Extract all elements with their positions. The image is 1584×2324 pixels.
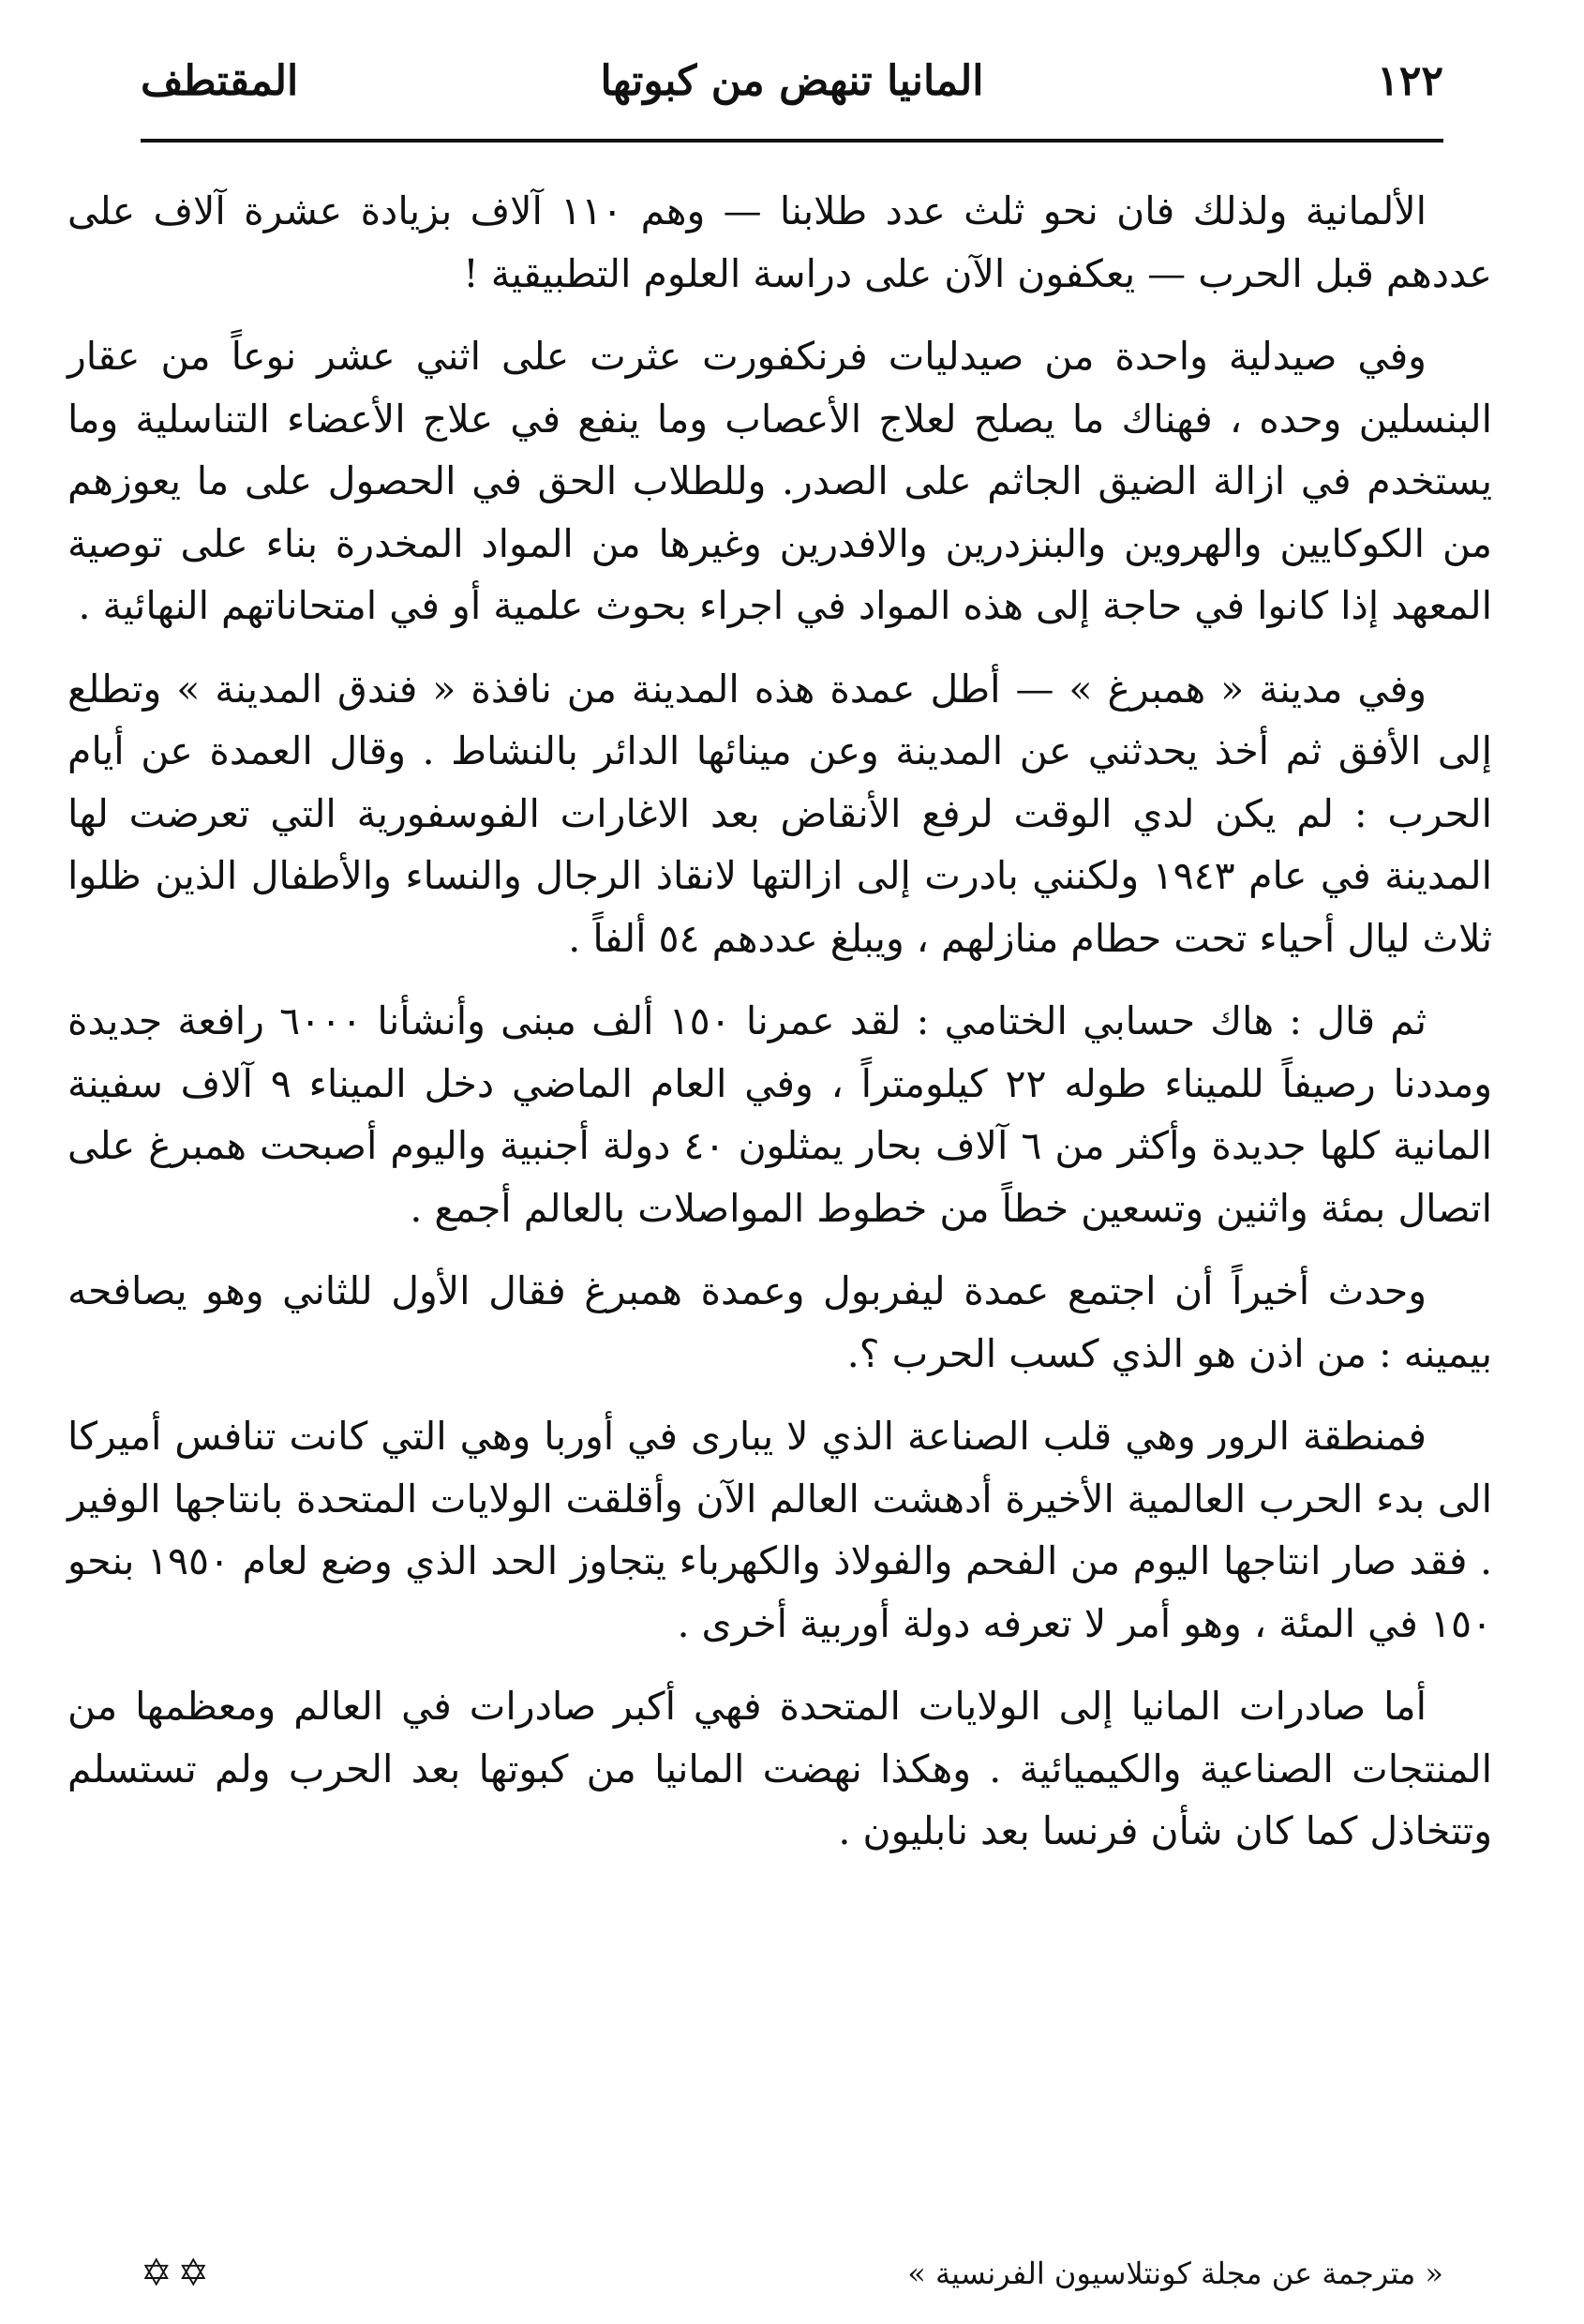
- source-note: « مترجمة عن مجلة كونتلاسيون الفرنسية »: [907, 2256, 1443, 2291]
- paragraph-7: أما صادرات المانيا إلى الولايات المتحدة فهي أكبر صادرات في العالم ومعظمها من المنتجات الصناعية والكيميائية . وهكذا نهضت المانيا من كبوتها بعد الحرب ولم تستسلم وتتخاذل كما كان شأن فرنسا بعد نابليون .: [67, 1684, 1492, 1853]
- page-footer: [141, 2245, 1443, 2302]
- paragraph-3: وفي مدينة « همبرغ » — أطل عمدة هذه المدينة من نافذة « فندق المدينة » وتطلع إلى الأفق ثم أخذ يحدثني عن المدينة وعن مينائها الدائر بالنشاط . وقال العمدة عن أيام الحرب : لم يكن لدي الوقت لرفع الأنقاض بعد الاغارات الفوسفورية التي تعرضت لها المدينة في عام ١٩٤٣ ولكنني بادرت إلى ازالتها لانقاذ الرجال والنساء والأطفال الذين ظلوا ثلاث ليال أحياء تحت حطام منازلهم ، ويبلغ عددهم ٥٤ ألفاً .: [67, 666, 1492, 961]
- paragraph-6: فمنطقة الرور وهي قلب الصناعة الذي لا يبارى في أوربا وهي التي كانت تنافس أميركا الى بدء الحرب العالمية الأخيرة أدهشت العالم الآن وأقلقت الولايات المتحدة بانتاجها الوفير . فقد صار انتاجها اليوم من الفحم والفولاذ والكهرباء يتجاوز الحد الذي وضع لعام ١٩٥٠ بنحو ١٥٠ في المئة ، وهو أمر لا تعرفه دولة أوربية أخرى .: [67, 1414, 1492, 1646]
- paragraph-1: الألمانية ولذلك فان نحو ثلث عدد طلابنا — وهم ١١٠ آلاف بزيادة عشرة آلاف على عددهم قبل الحرب — يعكفون الآن على دراسة العلوم التطبيقية !: [67, 188, 1492, 296]
- running-title: المانيا تنهض من كبوتها: [600, 57, 984, 105]
- page-number: ١٢٢: [1377, 57, 1443, 105]
- header-rule: [141, 139, 1443, 142]
- paragraph-2: وفي صيدلية واحدة من صيدليات فرنكفورت عثرت على اثني عشر نوعاً من عقار البنسلين وحده ، فهناك ما يصلح لعلاج الأعصاب وما ينفع في علاج الأعضاء التناسلية وما يستخدم في ازالة الضيق الجاثم على الصدر. وللطلاب الحق في الحصول على ما يعوزهم من الكوكايين والهروين والبنزدرين والافدرين وغيرها من المواد المخدرة بناء على توصية المعهد إذا كانوا في حاجة إلى هذه المواد في اجراء بحوث علمية أو في امتحاناتهم النهائية .: [67, 334, 1492, 628]
- star-ornament-icon: ✡✡: [141, 2252, 216, 2295]
- paragraph-5: وحدث أخيراً أن اجتمع عمدة ليفربول وعمدة همبرغ فقال الأول للثاني وهو يصافحه بيمينه : من اذن هو الذي كسب الحرب ؟.: [67, 1268, 1492, 1376]
- paragraph-4: ثم قال : هاك حسابي الختامي : لقد عمرنا ١٥٠ ألف مبنى وأنشأنا ٦٠٠٠ رافعة جديدة ومددنا رصيفاً للميناء طوله ٢٢ كيلومتراً ، وفي العام الماضي دخل الميناء ٩ آلاف سفينة المانية كلها جديدة وأكثر من ٦ آلاف بحار يمثلون ٤٠ دولة أجنبية واليوم أصبحت همبرغ على اتصال بمئة واثنين وتسعين خطاً من خطوط المواصلات بالعالم أجمع .: [67, 998, 1492, 1231]
- article-body: [67, 180, 1492, 1883]
- page-header: [141, 49, 1443, 114]
- journal-name: المقتطف: [141, 57, 299, 105]
